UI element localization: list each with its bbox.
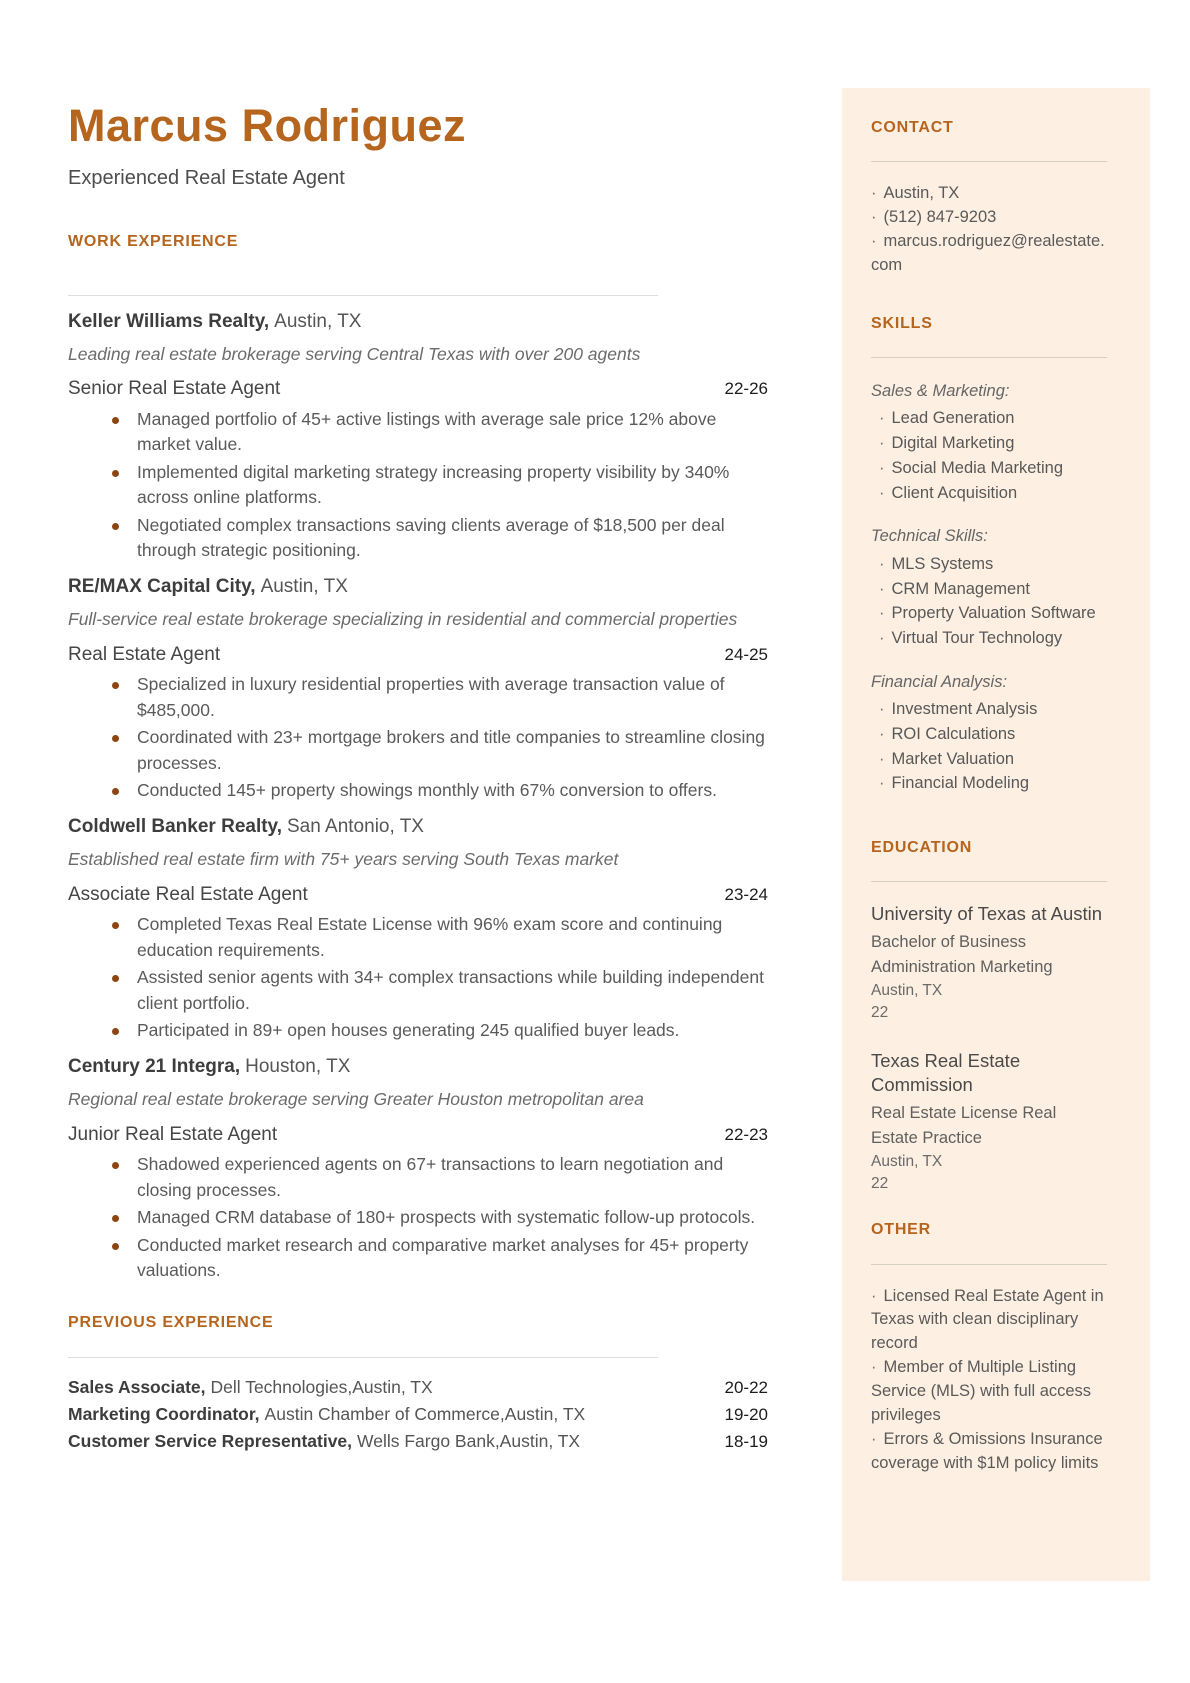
- previous-job-org: Wells Fargo Bank,Austin, TX: [357, 1430, 581, 1451]
- contact-item: [871, 230, 1107, 278]
- job-title: Senior Real Estate Agent: [68, 378, 281, 400]
- previous-job-left: [68, 1374, 433, 1401]
- dot-bullet: ·: [871, 184, 877, 203]
- previous-job-role: Sales Associate,: [68, 1376, 206, 1397]
- previous-experience-section: [68, 1313, 768, 1454]
- job-entry: [68, 1055, 768, 1283]
- dot-bullet: ·: [879, 604, 885, 623]
- education-entry: [871, 902, 1107, 1023]
- skill-value: ROI Calculations: [891, 724, 1016, 743]
- company-location: Austin, TX: [260, 576, 348, 598]
- education-entry: [871, 1049, 1107, 1194]
- education-year: 22: [871, 1003, 889, 1021]
- previous-job-row: [68, 1428, 768, 1455]
- education-school: Texas Real Estate Commission: [871, 1050, 1021, 1096]
- skill-value: Lead Generation: [891, 409, 1015, 428]
- other-item: [871, 1428, 1107, 1476]
- job-dates: 22-23: [724, 1124, 768, 1144]
- education-heading: EDUCATION: [871, 839, 973, 857]
- company-line: [68, 575, 768, 600]
- skills-heading: SKILLS: [871, 314, 933, 332]
- dot-bullet: ·: [871, 1358, 877, 1377]
- dot-bullet: ·: [879, 434, 885, 453]
- previous-job-role: Customer Service Representative,: [68, 1430, 353, 1451]
- company-line: [68, 310, 768, 335]
- previous-job-dates: 20-22: [724, 1377, 768, 1397]
- bullet-item: Shadowed experienced agents on 67+ transactions to learn negotiation and closing processes.: [68, 1152, 768, 1203]
- dot-bullet: ·: [871, 1286, 877, 1305]
- previous-job-left: [68, 1401, 585, 1428]
- dot-bullet: ·: [879, 700, 885, 719]
- skill-item: [871, 697, 1107, 722]
- skill-item: [871, 456, 1107, 481]
- company-name: RE/MAX Capital City,: [68, 576, 256, 598]
- previous-job-dates: 18-19: [724, 1431, 768, 1451]
- contact-value: Austin, TX: [883, 184, 960, 203]
- company-description: Regional real estate brokerage serving Greater Houston metropolitan area: [68, 1089, 644, 1109]
- job-entry: [68, 815, 768, 1043]
- job-bullets: [68, 407, 768, 563]
- other-section: [871, 1220, 1107, 1476]
- person-name: Marcus Rodriguez: [68, 100, 467, 151]
- skill-group: [871, 523, 1107, 650]
- job-bullets: [68, 1152, 768, 1283]
- other-heading: OTHER: [871, 1221, 931, 1239]
- bullet-item: Implemented digital marketing strategy increasing property visibility by 340% across online platforms.: [68, 460, 768, 511]
- sidebar-divider: [871, 161, 1107, 162]
- skill-item: [871, 747, 1107, 772]
- previous-job-left: [68, 1428, 580, 1455]
- skill-item: [871, 406, 1107, 431]
- dot-bullet: ·: [879, 724, 885, 743]
- skill-value: Digital Marketing: [891, 434, 1015, 453]
- education-location: Austin, TX: [871, 981, 943, 999]
- skill-item: [871, 626, 1107, 651]
- bullet-item: Managed portfolio of 45+ active listings with average sale price 12% above market value.: [68, 407, 768, 458]
- job-title: Real Estate Agent: [68, 643, 221, 665]
- previous-job-role: Marketing Coordinator,: [68, 1403, 260, 1424]
- job-bullets: [68, 912, 768, 1043]
- company-description: Established real estate firm with 75+ years serving South Texas market: [68, 849, 619, 869]
- company-location: San Antonio, TX: [287, 816, 424, 838]
- skill-group-label: Sales & Marketing:: [871, 382, 1010, 401]
- skill-group-label: Financial Analysis:: [871, 672, 1008, 691]
- contact-section: [871, 118, 1107, 278]
- company-name: Keller Williams Realty,: [68, 310, 270, 332]
- contact-value: (512) 847-9203: [883, 208, 997, 227]
- dot-bullet: ·: [871, 1430, 877, 1449]
- bullet-item: Managed CRM database of 180+ prospects with systematic follow-up protocols.: [68, 1205, 768, 1230]
- dot-bullet: ·: [879, 554, 885, 573]
- education-school: University of Texas at Austin: [871, 903, 1103, 925]
- dot-bullet: ·: [871, 208, 877, 227]
- sidebar-divider: [871, 1264, 1107, 1265]
- dot-bullet: ·: [879, 774, 885, 793]
- skills-section: [871, 314, 1107, 796]
- skill-item: [871, 771, 1107, 796]
- bullet-item: Assisted senior agents with 34+ complex transactions while building independent client portfolio.: [68, 965, 768, 1016]
- job-title: Junior Real Estate Agent: [68, 1123, 278, 1145]
- role-row: [68, 883, 768, 908]
- skill-group: [871, 669, 1107, 796]
- dot-bullet: ·: [879, 579, 885, 598]
- job-title: Associate Real Estate Agent: [68, 883, 308, 905]
- job-dates: 23-24: [724, 884, 768, 904]
- job-dates: 22-26: [724, 379, 768, 399]
- company-location: Houston, TX: [245, 1056, 351, 1078]
- role-row: [68, 643, 768, 668]
- dot-bullet: ·: [879, 458, 885, 477]
- skill-value: Market Valuation: [891, 749, 1015, 768]
- previous-job-dates: 19-20: [724, 1404, 768, 1424]
- role-row: [68, 377, 768, 402]
- person-title: Experienced Real Estate Agent: [68, 166, 345, 189]
- contact-heading: CONTACT: [871, 119, 954, 136]
- sidebar: [842, 88, 1150, 1581]
- bullet-item: Completed Texas Real Estate License with 96% exam score and continuing education requirements.: [68, 912, 768, 963]
- bullet-item: Negotiated complex transactions saving clients average of $18,500 per deal through strategic positioning.: [68, 513, 768, 564]
- main-column: [68, 100, 768, 1455]
- job-bullets: [68, 672, 768, 803]
- skill-item: [871, 722, 1107, 747]
- section-divider: [68, 1357, 658, 1358]
- other-value: Member of Multiple Listing Service (MLS) with full access privileges: [871, 1358, 1092, 1425]
- education-degree: Bachelor of Business Administration Marketing: [871, 933, 1053, 977]
- skill-value: Virtual Tour Technology: [891, 629, 1063, 648]
- other-value: Errors & Omissions Insurance coverage with $1M policy limits: [871, 1430, 1103, 1472]
- other-item: [871, 1356, 1107, 1428]
- skill-item: [871, 577, 1107, 602]
- job-entry: [68, 310, 768, 563]
- education-location: Austin, TX: [871, 1152, 943, 1170]
- bullet-item: Conducted 145+ property showings monthly with 67% conversion to offers.: [68, 778, 768, 803]
- previous-job-org: Austin Chamber of Commerce,Austin, TX: [264, 1403, 586, 1424]
- education-degree: Real Estate License Real Estate Practice: [871, 1104, 1057, 1148]
- previous-experience-heading: PREVIOUS EXPERIENCE: [68, 1314, 274, 1332]
- job-dates: 24-25: [724, 644, 768, 664]
- company-name: Century 21 Integra,: [68, 1056, 241, 1078]
- contact-value: marcus.rodriguez@realestate.com: [871, 232, 1105, 274]
- other-value: Licensed Real Estate Agent in Texas with clean disciplinary record: [871, 1286, 1104, 1353]
- dot-bullet: ·: [879, 749, 885, 768]
- sidebar-divider: [871, 881, 1107, 882]
- contact-item: [871, 182, 1107, 206]
- skill-item: [871, 481, 1107, 506]
- skill-value: Social Media Marketing: [891, 458, 1063, 477]
- job-entry: [68, 575, 768, 803]
- sidebar-divider: [871, 357, 1107, 358]
- skill-value: MLS Systems: [891, 554, 994, 573]
- bullet-item: Specialized in luxury residential properties with average transaction value of $485,000.: [68, 672, 768, 723]
- skill-value: Financial Modeling: [891, 774, 1030, 793]
- company-line: [68, 1055, 768, 1080]
- contact-item: [871, 206, 1107, 230]
- company-line: [68, 815, 768, 840]
- skill-group-label: Technical Skills:: [871, 527, 988, 546]
- skill-value: Client Acquisition: [891, 483, 1018, 502]
- bullet-item: Participated in 89+ open houses generating 245 qualified buyer leads.: [68, 1018, 768, 1043]
- bullet-item: Coordinated with 23+ mortgage brokers and title companies to streamline closing processes.: [68, 725, 768, 776]
- company-description: Leading real estate brokerage serving Central Texas with over 200 agents: [68, 343, 641, 364]
- skill-value: Investment Analysis: [891, 700, 1038, 719]
- skill-value: Property Valuation Software: [891, 604, 1096, 623]
- role-row: [68, 1123, 768, 1148]
- dot-bullet: ·: [879, 409, 885, 428]
- work-experience-heading: WORK EXPERIENCE: [68, 232, 239, 250]
- skill-item: [871, 431, 1107, 456]
- section-divider: [68, 295, 658, 296]
- company-location: Austin, TX: [274, 310, 362, 332]
- previous-job-row: [68, 1374, 768, 1401]
- skill-item: [871, 601, 1107, 626]
- dot-bullet: ·: [879, 629, 885, 648]
- skill-group: [871, 378, 1107, 505]
- previous-job-org: Dell Technologies,Austin, TX: [210, 1376, 433, 1397]
- education-section: [871, 838, 1107, 1194]
- skill-value: CRM Management: [891, 579, 1030, 598]
- company-description: Full-service real estate brokerage specializing in residential and commercial properties: [68, 609, 738, 629]
- dot-bullet: ·: [879, 483, 885, 502]
- bullet-item: Conducted market research and comparative market analyses for 45+ property valuations.: [68, 1233, 768, 1284]
- previous-job-row: [68, 1401, 768, 1428]
- other-item: [871, 1285, 1107, 1357]
- company-name: Coldwell Banker Realty,: [68, 816, 282, 838]
- skill-item: [871, 552, 1107, 577]
- dot-bullet: ·: [871, 232, 877, 251]
- education-year: 22: [871, 1174, 889, 1192]
